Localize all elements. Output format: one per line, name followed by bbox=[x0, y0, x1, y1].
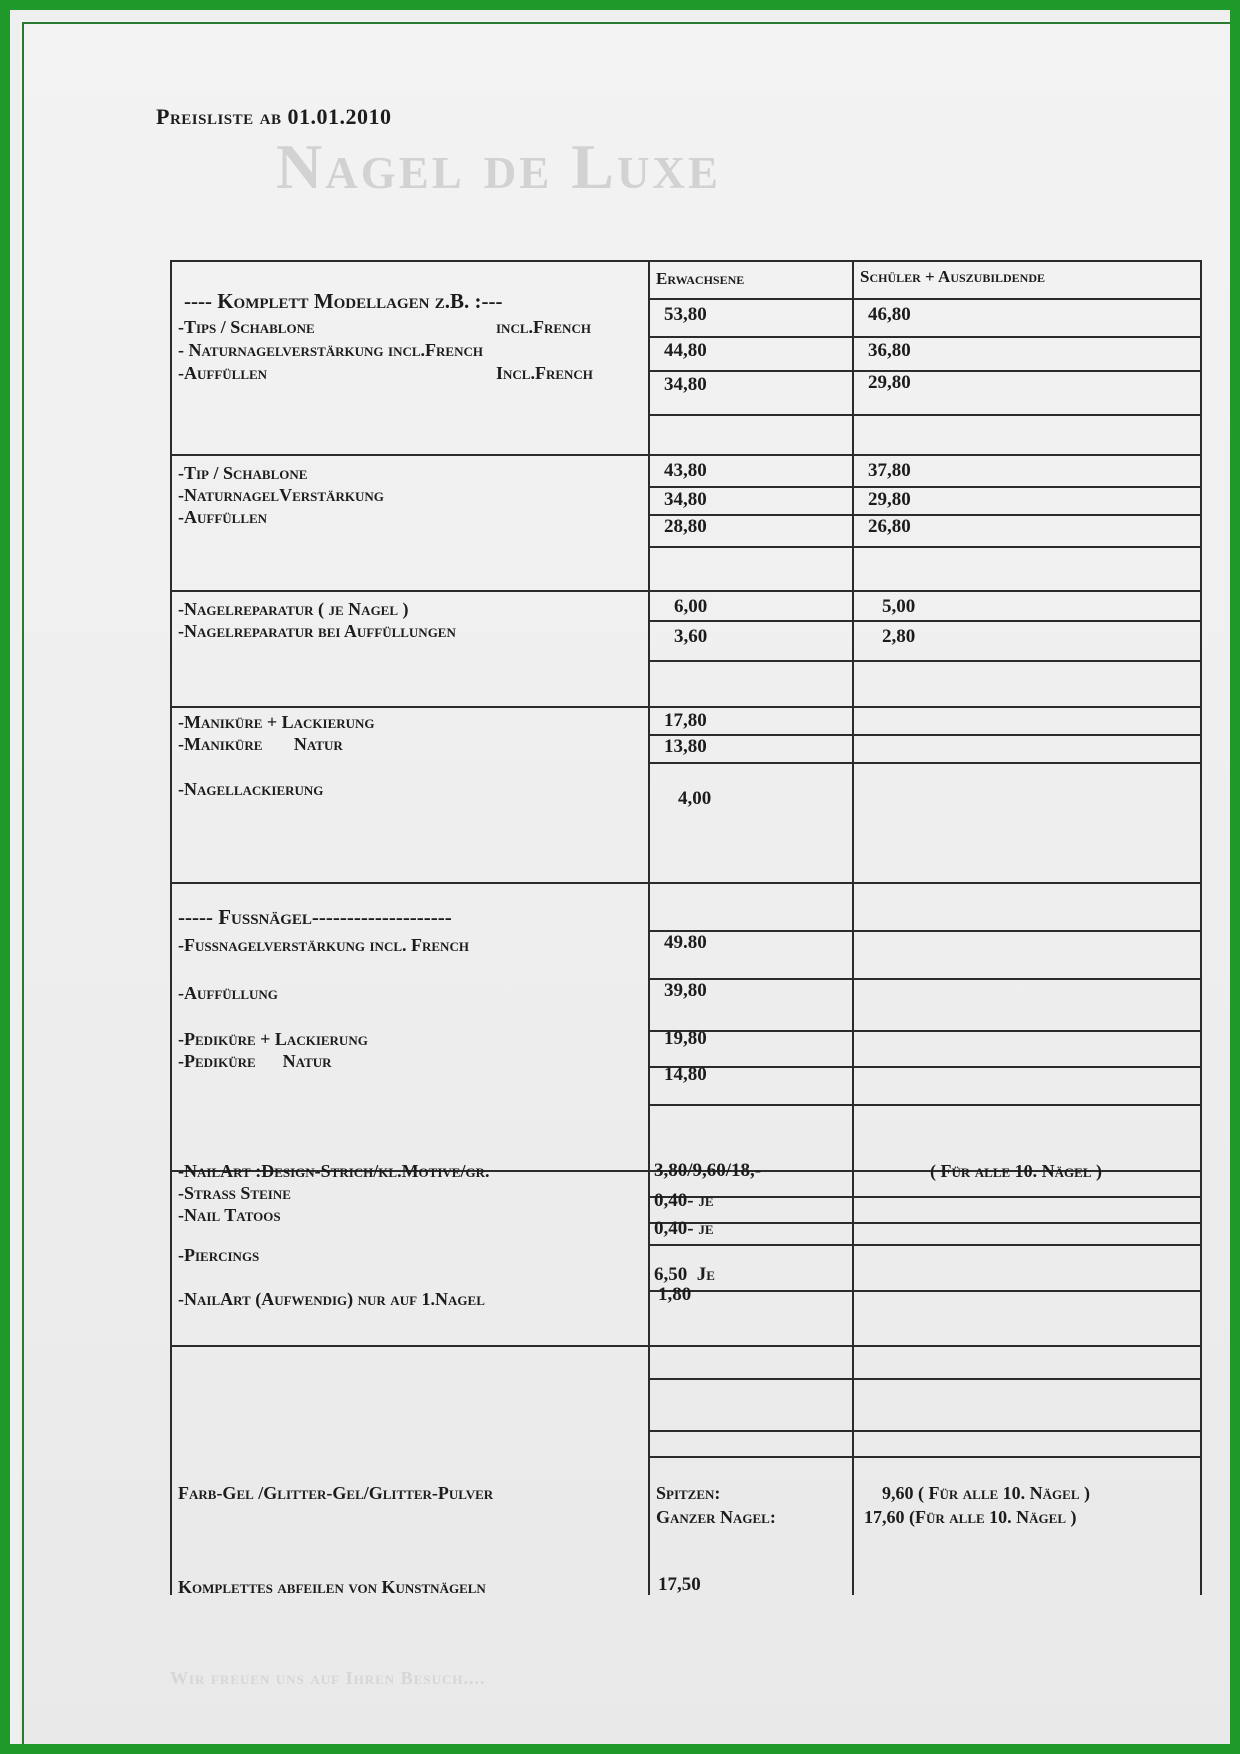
row-line bbox=[648, 1378, 1202, 1380]
price-adults: 39,80 bbox=[664, 980, 707, 1001]
gel-full-label: Ganzer Nagel: bbox=[656, 1507, 776, 1527]
gel-full-price: 17,60 (Für alle 10. Nägel ) bbox=[864, 1507, 1077, 1527]
row-line bbox=[648, 1196, 1202, 1198]
row-line bbox=[648, 1066, 1202, 1068]
section-divider bbox=[170, 882, 1202, 884]
gel-tips-price: 9,60 ( Für alle 10. Nägel ) bbox=[882, 1483, 1091, 1503]
service-label: -Strass Steine bbox=[178, 1183, 291, 1203]
price-adults: 49.80 bbox=[664, 932, 707, 953]
column-header-students: Schüler + Auszubildende bbox=[860, 267, 1046, 286]
service-label: -Auffüllen bbox=[178, 363, 268, 383]
service-note: incl.French bbox=[496, 317, 591, 337]
price-students: 37,80 bbox=[868, 460, 911, 481]
price-adults: 3,80/9,60/18,- bbox=[654, 1160, 762, 1181]
service-label: -Auffüllen bbox=[178, 507, 268, 527]
row-line bbox=[648, 370, 1202, 372]
price-adults: 14,80 bbox=[664, 1064, 707, 1085]
service-label: -Nagelreparatur bei Auffüllungen bbox=[178, 621, 456, 641]
row-line bbox=[648, 1456, 1202, 1458]
brand-title: Nagel de Luxe bbox=[276, 131, 721, 202]
price-adults: 13,80 bbox=[664, 736, 707, 757]
row-line bbox=[648, 546, 1202, 548]
row-line bbox=[648, 1030, 1202, 1032]
row-line bbox=[648, 1104, 1202, 1106]
price-students: 36,80 bbox=[868, 340, 911, 361]
row-line bbox=[648, 298, 1202, 300]
service-label: -Nagelreparatur ( je Nagel ) bbox=[178, 599, 409, 619]
price-students: 29,80 bbox=[868, 372, 911, 393]
price-adults: 0,40- je bbox=[654, 1218, 714, 1239]
price-note: ( Für alle 10. Nägel ) bbox=[930, 1161, 1103, 1181]
table-border-left bbox=[170, 260, 172, 1595]
column-divider-2 bbox=[852, 260, 854, 1595]
service-label: -Tips / Schablone bbox=[178, 317, 315, 337]
row-line bbox=[648, 978, 1202, 980]
price-students: 5,00 bbox=[882, 596, 916, 617]
service-label: -Nagellackierung bbox=[178, 779, 324, 799]
row-line bbox=[648, 734, 1202, 736]
gel-tips-label: Spitzen: bbox=[656, 1483, 721, 1503]
price-adults: 6,00 bbox=[674, 596, 708, 617]
price-adults: 19,80 bbox=[664, 1028, 707, 1049]
service-label: Farb-Gel /Glitter-Gel/Glitter-Pulver bbox=[178, 1483, 494, 1503]
price-adults: 4,00 bbox=[678, 788, 712, 809]
column-divider-1 bbox=[648, 260, 650, 1595]
paper-sheet bbox=[20, 20, 1240, 1754]
price-list-subtitle: Preisliste ab 01.01.2010 bbox=[156, 104, 392, 129]
row-line bbox=[648, 620, 1202, 622]
service-label: -Tip / Schablone bbox=[178, 463, 308, 483]
section-divider bbox=[170, 706, 1202, 708]
service-label: -Auffüllung bbox=[178, 983, 278, 1003]
row-line bbox=[648, 762, 1202, 764]
row-line bbox=[648, 930, 1202, 932]
price-adults: 34,80 bbox=[664, 374, 707, 395]
section-divider bbox=[170, 454, 1202, 456]
service-label: -Maniküre + Lackierung bbox=[178, 712, 375, 732]
footer-greeting: Wir freuen uns auf Ihren Besuch.... bbox=[170, 1668, 486, 1688]
column-header-adults: Erwachsene bbox=[656, 269, 745, 288]
section-title-komplett: ---- Komplett Modellagen z.B. :--- bbox=[184, 289, 503, 313]
service-label: - Naturnagelverstärkung incl.French bbox=[178, 340, 483, 360]
service-label: -Pediküre + Lackierung bbox=[178, 1029, 368, 1049]
row-line bbox=[648, 414, 1202, 416]
service-label: -Fussnagelverstärkung incl. French bbox=[178, 935, 469, 955]
section-title-fussnaegel: ----- Fussnägel-------------------- bbox=[178, 905, 452, 929]
price-adults: 53,80 bbox=[664, 304, 707, 325]
price-students: 26,80 bbox=[868, 516, 911, 537]
section-divider bbox=[170, 590, 1202, 592]
service-label: -Maniküre Natur bbox=[178, 734, 343, 754]
price-adults: 43,80 bbox=[664, 460, 707, 481]
table-top-line bbox=[170, 260, 1202, 262]
row-line bbox=[648, 514, 1202, 516]
price-adults: 1,80 bbox=[658, 1284, 692, 1305]
row-line bbox=[648, 1290, 1202, 1292]
price-adults: 17,50 bbox=[658, 1574, 701, 1595]
service-label: Komplettes abfeilen von Kunstnägeln bbox=[178, 1577, 486, 1597]
price-adults: 0,40- je bbox=[654, 1190, 714, 1211]
service-label: -Pediküre Natur bbox=[178, 1051, 332, 1071]
price-students: 29,80 bbox=[868, 489, 911, 510]
row-line bbox=[648, 660, 1202, 662]
service-label: -Piercings bbox=[178, 1245, 260, 1265]
price-adults: 44,80 bbox=[664, 340, 707, 361]
price-adults: 34,80 bbox=[664, 489, 707, 510]
price-students: 2,80 bbox=[882, 626, 916, 647]
service-label: -NailArt :Design-Strich/kl.Motive/gr. bbox=[178, 1161, 490, 1181]
service-label: -NaturnagelVerstärkung bbox=[178, 485, 384, 505]
service-note: Incl.French bbox=[496, 363, 593, 383]
row-line bbox=[648, 1430, 1202, 1432]
service-label: -Nail Tatoos bbox=[178, 1205, 281, 1225]
service-label: -NailArt (Aufwendig) nur auf 1.Nagel bbox=[178, 1289, 485, 1309]
section-divider bbox=[170, 1345, 1202, 1347]
price-adults: 17,80 bbox=[664, 710, 707, 731]
table-border-right bbox=[1200, 260, 1202, 1595]
row-line bbox=[648, 336, 1202, 338]
row-line bbox=[648, 1244, 1202, 1246]
row-line bbox=[648, 486, 1202, 488]
price-students: 46,80 bbox=[868, 304, 911, 325]
price-table bbox=[170, 260, 1200, 1595]
price-adults: 3,60 bbox=[674, 626, 708, 647]
price-adults: 6,50 Je bbox=[654, 1264, 715, 1285]
price-adults: 28,80 bbox=[664, 516, 707, 537]
row-line bbox=[648, 1222, 1202, 1224]
